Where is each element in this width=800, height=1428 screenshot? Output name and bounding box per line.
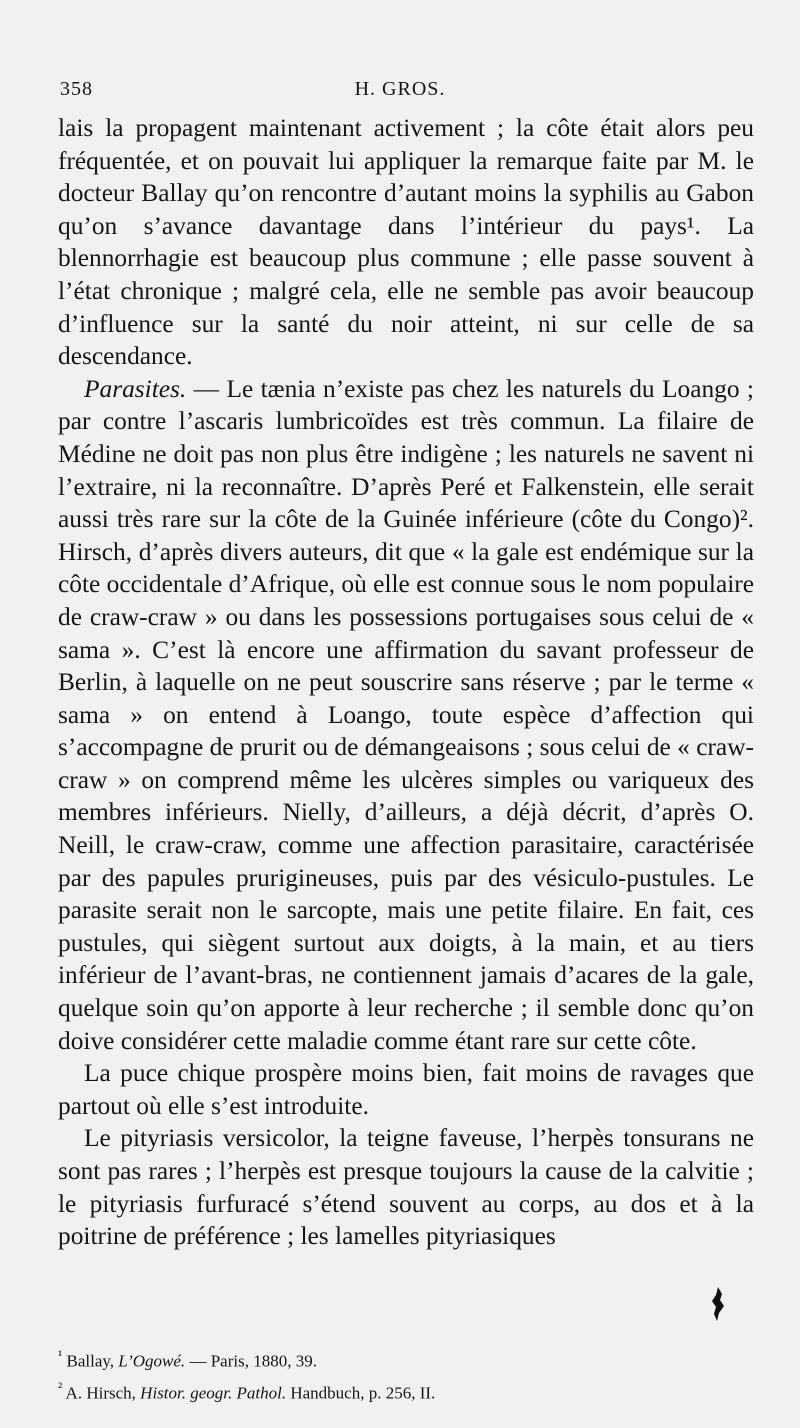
section-lead: Parasites. [84, 374, 187, 403]
page-number: 358 [60, 78, 93, 100]
footnote-1: $^{^1}$ Ballay, L’Ogowé. — Paris, 1880, 39. [58, 1348, 317, 1371]
running-title: H. GROS. [354, 78, 446, 100]
page-header [60, 78, 740, 108]
paragraph-parasites: Parasites. — Le tænia n’existe pas chez les naturels du Loango ; par contre l’ascaris lumbricoïdes est très commun. La filaire de Médine ne doit pas non plus être indigène ; les naturels ne savent ni l’extraire, ni la reconnaître. D’après Peré et Falkenstein, elle serait aussi très rare sur la côte de la Guinée inférieure (côte du Congo)². Hirsch, d’après divers auteurs, dit que « la gale est endémique sur la côte occidentale d’Afrique, où elle est connue sous le nom populaire de craw-craw » ou dans les possessions portugaises sous celui de « sama ». C’est là encore une affirmation du savant professeur de Berlin, à laquelle on ne peut souscrire sans réserve ; par le terme « sama » on entend à Loango, toute espèce d’affection qui s’accompagne de prurit ou de démangeaisons ; sous celui de « craw-craw » on comprend même les ulcères simples ou variqueux des membres inférieurs. Nielly, d’ailleurs, a déjà décrit, d’après O. Neill, le craw-craw, comme une affection parasitaire, caractérisée par des papules prurigineuses, puis par des vésiculo-pustules. Le parasite serait non le sarcopte, mais une petite filaire. En fait, ces pustules, qui siègent surtout aux doigts, à la main, et au tiers inférieur de l’avant-bras, ne contiennent jamais d’acares de la gale, quelque soin qu’on apporte à leur recherche ; il semble donc qu’on doive considérer cette maladie comme étant rare sur cette côte. [58, 374, 754, 1055]
paragraph-puce-chique: La puce chique prospère moins bien, fait moins de ravages que partout où elle s’est introduite. [58, 1059, 754, 1120]
paragraph-pityriasis: Le pityriasis versicolor, la teigne faveuse, l’herpès tonsurans ne sont pas rares ; l’herpès est presque toujours la cause de la calvitie ; le pityriasis furfuracé s’étend souvent au corps, au dos et à la poitrine de préférence ; les lamelles pityriasiques [58, 1124, 754, 1251]
body-text [58, 112, 754, 1253]
footnote-2: $^{^2}$ A. Hirsch, Histor. geogr. Pathol. Handbuch, p. 256, II. [58, 1379, 436, 1403]
footnotes [58, 1343, 754, 1406]
ink-mark-icon [706, 1286, 730, 1322]
paragraph-syphilis: lais la propagent maintenant activement ; la côte était alors peu fréquentée, et on pouvait lui appliquer la remarque faite par M. le docteur Ballay qu’on rencontre d’autant moins la syphilis au Gabon qu’on s’avance davantage dans l’intérieur du pays¹. La blennorrhagie est beaucoup plus commune ; elle passe souvent à l’état chronique ; malgré cela, elle ne semble pas avoir beaucoup d’influence sur la santé du noir atteint, ni sur celle de sa descendance. [58, 114, 754, 371]
